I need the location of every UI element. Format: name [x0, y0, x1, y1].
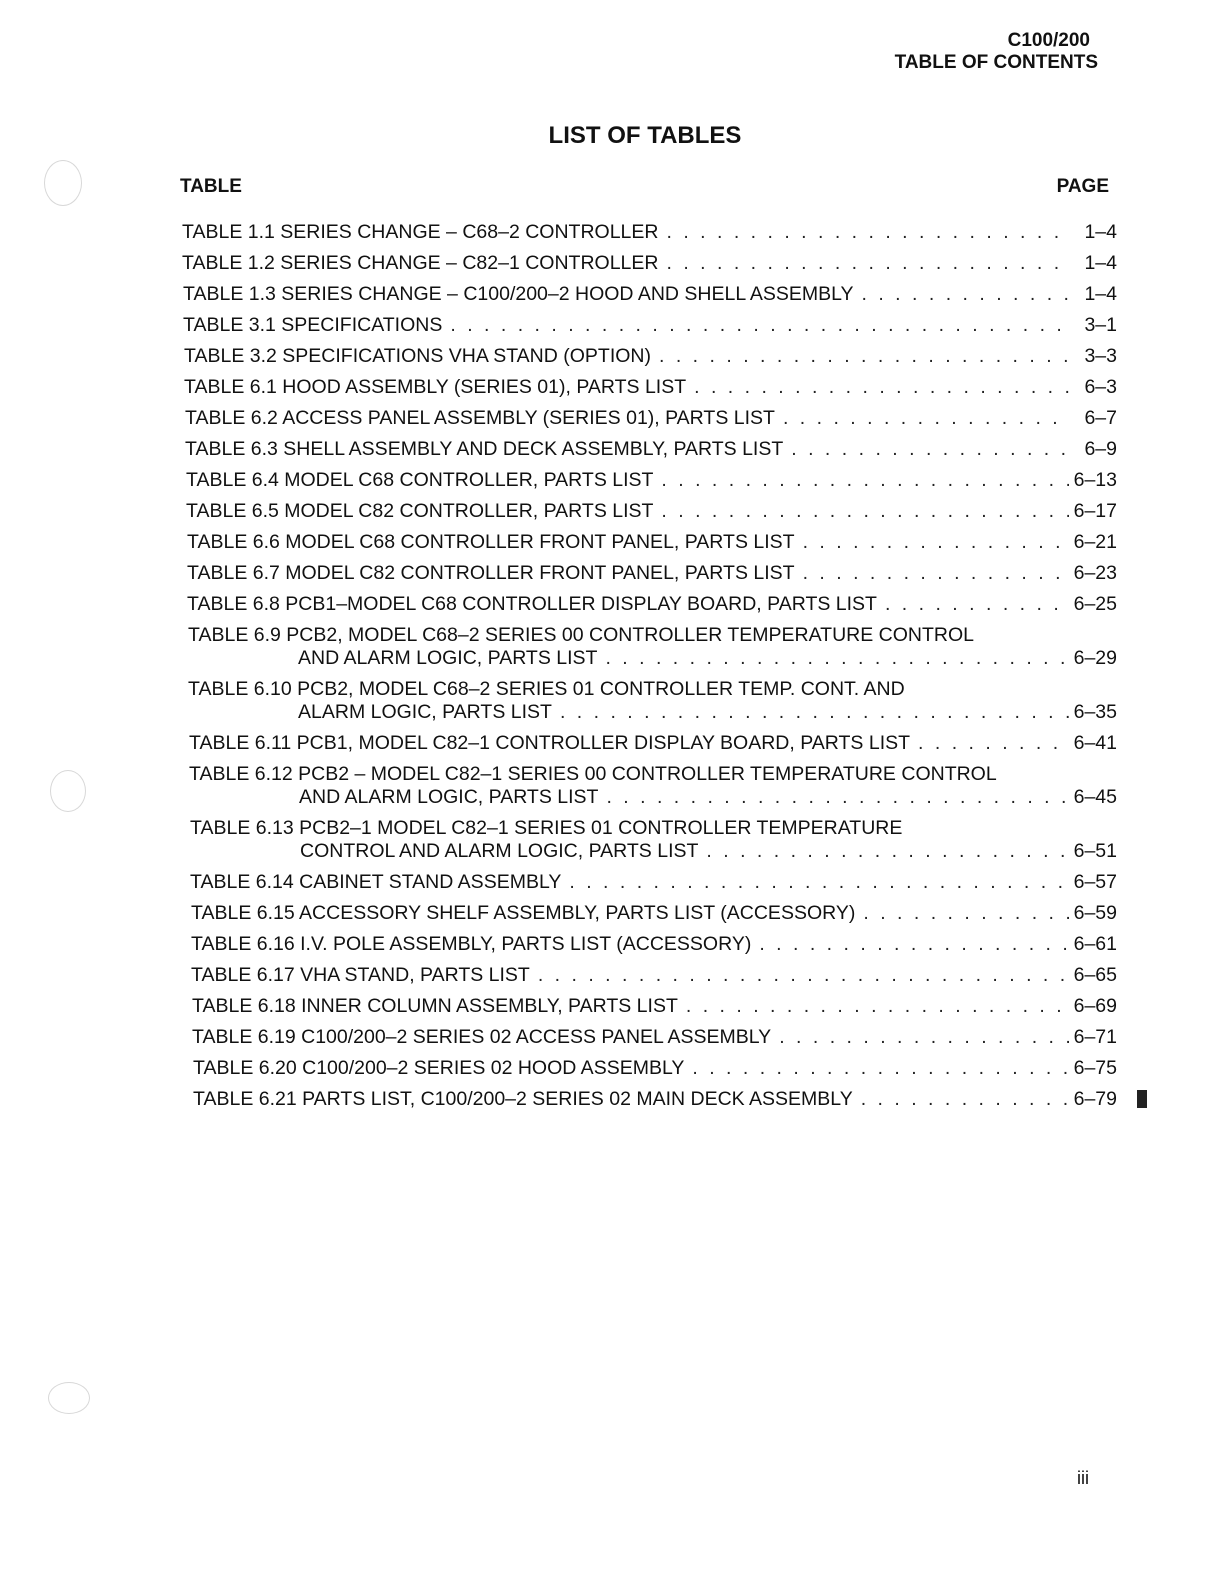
dot-leader — [759, 933, 1069, 956]
dot-leader — [694, 376, 1069, 399]
toc-entry-title-continued: ALARM LOGIC, PARTS LIST — [298, 701, 552, 723]
toc-entry — [184, 376, 1117, 399]
toc-entry-page: 6–79 — [1073, 1088, 1117, 1110]
toc-entry-title: TABLE 6.3 SHELL ASSEMBLY AND DECK ASSEMBLY, PARTS LIST — [185, 438, 784, 460]
toc-entry — [183, 314, 1117, 337]
toc-entry-title: TABLE 6.13 PCB2–1 MODEL C82–1 SERIES 01 CONTROLLER TEMPERATURE — [190, 817, 903, 839]
toc-entry-page: 6–3 — [1084, 376, 1117, 398]
scan-artifact — [50, 770, 86, 812]
dot-leader — [862, 283, 1069, 306]
toc-entry-title-continued: AND ALARM LOGIC, PARTS LIST — [299, 786, 599, 808]
toc-entry-title: TABLE 6.5 MODEL C82 CONTROLLER, PARTS LIST — [186, 500, 654, 522]
dot-leader — [661, 469, 1069, 492]
toc-entry-page: 6–9 — [1084, 438, 1117, 460]
toc-entry — [186, 500, 1117, 523]
column-header-page: PAGE — [1056, 176, 1109, 197]
dot-leader — [659, 345, 1069, 368]
running-header — [895, 30, 1098, 74]
toc-entry-title: TABLE 6.10 PCB2, MODEL C68–2 SERIES 01 CONTROLLER TEMP. CONT. AND — [188, 678, 905, 700]
dot-leader — [885, 593, 1069, 616]
toc-entry-title: TABLE 6.11 PCB1, MODEL C82–1 CONTROLLER DISPLAY BOARD, PARTS LIST — [189, 732, 911, 754]
toc-entry — [185, 407, 1117, 430]
toc-entry-title: TABLE 6.14 CABINET STAND ASSEMBLY — [190, 871, 562, 893]
toc-entry — [190, 817, 1117, 863]
toc-entry-title: TABLE 6.4 MODEL C68 CONTROLLER, PARTS LIST — [186, 469, 654, 491]
toc-entry-page: 3–1 — [1084, 314, 1117, 336]
toc-entry-page: 6–69 — [1073, 995, 1117, 1017]
toc-entry-title: TABLE 6.17 VHA STAND, PARTS LIST — [191, 964, 530, 986]
toc-entry — [183, 283, 1117, 306]
toc-entry — [192, 995, 1117, 1018]
document-code: C100/200 — [1007, 30, 1090, 51]
toc-entry-page: 6–21 — [1073, 531, 1117, 553]
toc-entry-title: TABLE 6.21 PARTS LIST, C100/200–2 SERIES 02 MAIN DECK ASSEMBLY — [193, 1088, 853, 1110]
toc-entry-page: 6–17 — [1073, 500, 1117, 522]
toc-entry-title: TABLE 6.15 ACCESSORY SHELF ASSEMBLY, PARTS LIST (ACCESSORY) — [191, 902, 856, 924]
toc-entry — [190, 871, 1117, 894]
toc-entry-title: TABLE 6.20 C100/200–2 SERIES 02 HOOD ASSEMBLY — [193, 1057, 685, 1079]
dot-leader — [538, 964, 1069, 987]
toc-entry — [185, 438, 1117, 461]
toc-entry — [193, 1057, 1117, 1080]
toc-entry — [187, 562, 1117, 585]
dot-leader — [666, 221, 1069, 244]
toc-entry-title: TABLE 6.8 PCB1–MODEL C68 CONTROLLER DISPLAY BOARD, PARTS LIST — [187, 593, 877, 615]
toc-entry-page: 1–4 — [1084, 252, 1117, 274]
toc-entry-title: TABLE 3.2 SPECIFICATIONS VHA STAND (OPTION) — [184, 345, 652, 367]
toc-entry-page: 6–51 — [1073, 840, 1117, 862]
toc-entry-title: TABLE 1.1 SERIES CHANGE – C68–2 CONTROLLER — [182, 221, 659, 243]
scan-artifact — [48, 1382, 90, 1414]
toc-entry-page: 6–65 — [1073, 964, 1117, 986]
dot-leader — [863, 902, 1069, 925]
toc-entry-page: 6–59 — [1073, 902, 1117, 924]
dot-leader — [803, 531, 1069, 554]
toc-entry-page: 6–25 — [1073, 593, 1117, 615]
toc-entry — [193, 1088, 1117, 1111]
toc-entry-page: 6–41 — [1073, 732, 1117, 754]
toc-entry — [191, 964, 1117, 987]
toc-entry-title-continued: CONTROL AND ALARM LOGIC, PARTS LIST — [300, 840, 699, 862]
toc-entry-title: TABLE 6.18 INNER COLUMN ASSEMBLY, PARTS LIST — [192, 995, 678, 1017]
toc-entry-page: 6–57 — [1073, 871, 1117, 893]
toc-entry — [192, 1026, 1117, 1049]
scan-artifact — [44, 160, 82, 206]
toc-entry-title: TABLE 6.7 MODEL C82 CONTROLLER FRONT PANEL, PARTS LIST — [187, 562, 795, 584]
column-header-table: TABLE — [180, 176, 242, 197]
section-name: TABLE OF CONTENTS — [894, 52, 1098, 73]
table-list — [182, 221, 1117, 1119]
toc-entry-title: TABLE 6.1 HOOD ASSEMBLY (SERIES 01), PARTS LIST — [184, 376, 687, 398]
toc-entry — [187, 593, 1117, 616]
toc-entry — [187, 531, 1117, 554]
dot-leader — [605, 647, 1069, 670]
toc-entry — [191, 902, 1117, 925]
dot-leader — [783, 407, 1069, 430]
toc-entry-title-continued: AND ALARM LOGIC, PARTS LIST — [298, 647, 598, 669]
toc-entry — [189, 732, 1117, 755]
toc-entry-title: TABLE 6.16 I.V. POLE ASSEMBLY, PARTS LIST (ACCESSORY) — [191, 933, 752, 955]
dot-leader — [606, 786, 1069, 809]
toc-entry-page: 1–4 — [1084, 283, 1117, 305]
toc-entry — [186, 469, 1117, 492]
dot-leader — [686, 995, 1069, 1018]
toc-entry — [184, 345, 1117, 368]
toc-entry-page: 6–23 — [1073, 562, 1117, 584]
toc-entry-page: 3–3 — [1084, 345, 1117, 367]
dot-leader — [861, 1088, 1069, 1111]
toc-entry — [182, 252, 1117, 275]
dot-leader — [803, 562, 1069, 585]
change-bar-marker — [1137, 1090, 1147, 1108]
toc-entry-title: TABLE 6.2 ACCESS PANEL ASSEMBLY (SERIES 01), PARTS LIST — [185, 407, 775, 429]
toc-entry — [188, 624, 1117, 670]
toc-entry — [182, 221, 1117, 244]
toc-entry-page: 6–35 — [1073, 701, 1117, 723]
toc-entry-title: TABLE 1.3 SERIES CHANGE – C100/200–2 HOOD AND SHELL ASSEMBLY — [183, 283, 854, 305]
dot-leader — [779, 1026, 1069, 1049]
toc-entry-page: 6–13 — [1073, 469, 1117, 491]
toc-entry — [188, 678, 1117, 724]
toc-entry-page: 6–71 — [1073, 1026, 1117, 1048]
toc-entry — [191, 933, 1117, 956]
dot-leader — [569, 871, 1069, 894]
toc-entry-title: TABLE 1.2 SERIES CHANGE – C82–1 CONTROLLER — [182, 252, 659, 274]
dot-leader — [450, 314, 1069, 337]
toc-entry-page: 6–29 — [1073, 647, 1117, 669]
dot-leader — [661, 500, 1069, 523]
toc-entry-page: 6–45 — [1073, 786, 1117, 808]
toc-entry-page: 6–75 — [1073, 1057, 1117, 1079]
toc-entry-title: TABLE 6.19 C100/200–2 SERIES 02 ACCESS PANEL ASSEMBLY — [192, 1026, 772, 1048]
toc-entry-title: TABLE 6.6 MODEL C68 CONTROLLER FRONT PANEL, PARTS LIST — [187, 531, 795, 553]
toc-entry — [189, 763, 1117, 809]
page-title: LIST OF TABLES — [548, 122, 742, 149]
toc-entry-title: TABLE 6.12 PCB2 – MODEL C82–1 SERIES 00 CONTROLLER TEMPERATURE CONTROL — [189, 763, 997, 785]
dot-leader — [706, 840, 1069, 863]
toc-entry-page: 6–7 — [1084, 407, 1117, 429]
dot-leader — [560, 701, 1069, 724]
dot-leader — [666, 252, 1069, 275]
toc-entry-title: TABLE 6.9 PCB2, MODEL C68–2 SERIES 00 CONTROLLER TEMPERATURE CONTROL — [188, 624, 975, 646]
toc-entry-page: 1–4 — [1084, 221, 1117, 243]
toc-entry-title: TABLE 3.1 SPECIFICATIONS — [183, 314, 443, 336]
toc-entry-page: 6–61 — [1073, 933, 1117, 955]
page-number: iii — [1077, 1468, 1089, 1488]
dot-leader — [918, 732, 1069, 755]
dot-leader — [791, 438, 1069, 461]
dot-leader — [692, 1057, 1069, 1080]
